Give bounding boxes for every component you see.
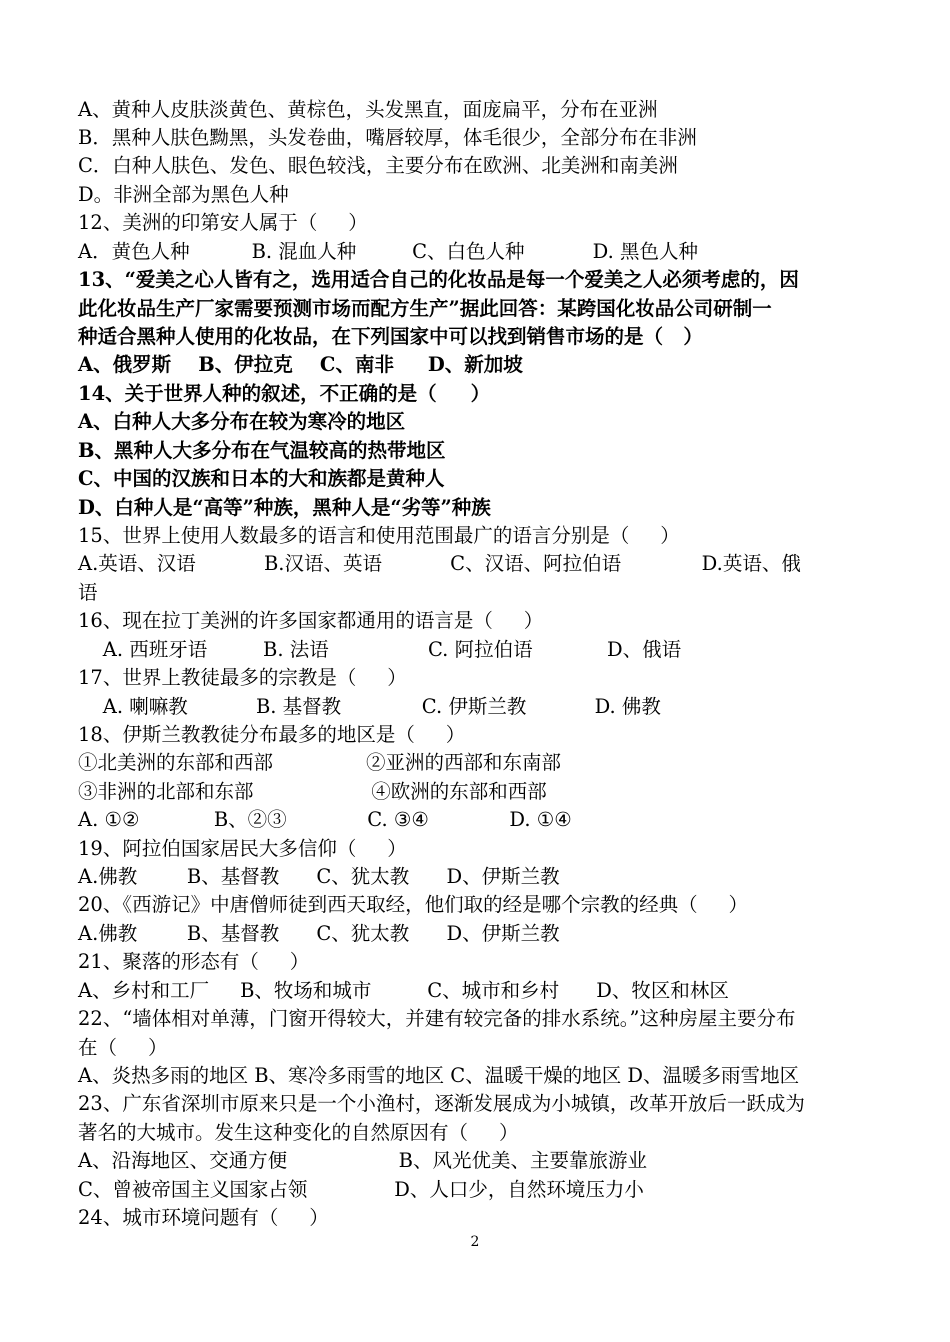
question-15: 15、世界上使用人数最多的语言和使用范围最广的语言分别是（ ） [78, 524, 680, 547]
text-line: C．白种人肤色、发色、眼色较浅，主要分布在欧洲、北美洲和南美洲 [78, 154, 678, 177]
text-line: A、黄种人皮肤淡黄色、黄棕色，头发黑直，面庞扁平，分布在亚洲 [78, 98, 658, 121]
question-22-line-1: 22、“墙体相对单薄，门窗开得较大，并建有较完备的排水系统。”这种房屋主要分布 [78, 1007, 796, 1030]
options-15-wrap: 语 [78, 581, 98, 604]
question-13-line-3: 种适合黑种人使用的化妆品，在下列国家中可以找到销售市场的是（ ） [78, 325, 703, 348]
options-16: A. 西班牙语 B. 法语 C. 阿拉伯语 D、俄语 [78, 638, 682, 661]
option-14-a: A、白种人大多分布在较为寒冷的地区 [78, 410, 406, 433]
option-14-c: C、中国的汉族和日本的大和族都是黄种人 [78, 467, 445, 490]
options-13: A、俄罗斯 B、伊拉克 C、南非 D、新加坡 [78, 353, 523, 376]
question-17: 17、世界上教徒最多的宗教是（ ） [78, 666, 407, 689]
page-number: 2 [470, 1234, 480, 1250]
question-19: 19、阿拉伯国家居民大多信仰（ ） [78, 837, 407, 860]
question-22-line-2: 在（ ） [78, 1036, 168, 1059]
options-18: A. ①② B、②③ C. ③④ D. ①④ [78, 808, 572, 831]
option-14-d: D、白种人是“高等”种族，黑种人是“劣等”种族 [78, 496, 491, 519]
options-15: A.英语、汉语 B.汉语、英语 C、汉语、阿拉伯语 D.英语、俄 [78, 552, 801, 575]
option-14-b: B、黑种人大多分布在气温较高的热带地区 [78, 439, 446, 462]
options-17: A. 喇嘛教 B. 基督教 C. 伊斯兰教 D. 佛教 [78, 695, 661, 718]
question-13-line-1: 13、“爱美之心人皆有之，选用适合自己的化妆品是每一个爱美之人必须考虑的，因 [78, 268, 799, 291]
options-22: A、炎热多雨的地区 B、寒冷多雨雪的地区 C、温暖干燥的地区 D、温暖多雨雪地区 [78, 1064, 800, 1087]
options-19: A.佛教 B、基督教 C、犹太教 D、伊斯兰教 [78, 865, 560, 888]
question-23-line-1: 23、广东省深圳市原来只是一个小渔村，逐渐发展成为小城镇，改革开放后一跃成为 [78, 1092, 805, 1115]
question-23-line-2: 著名的大城市。发生这种变化的自然原因有（ ） [78, 1121, 519, 1144]
text-line: D。非洲全部为黑色人种 [78, 183, 289, 206]
options-20: A.佛教 B、基督教 C、犹太教 D、伊斯兰教 [78, 922, 560, 945]
options-21: A、乡村和工厂 B、牧场和城市 C、城市和乡村 D、牧区和林区 [78, 979, 729, 1002]
options-12: A．黄色人种 B. 混血人种 C、白色人种 D. 黑色人种 [78, 240, 699, 263]
question-13-line-2: 此化妆品生产厂家需要预测市场而配方生产”据此回答：某跨国化妆品公司研制一 [78, 297, 772, 320]
text-line: B．黑种人肤色黝黑，头发卷曲，嘴唇较厚，体毛很少，全部分布在非洲 [78, 126, 697, 149]
question-16: 16、现在拉丁美洲的许多国家都通用的语言是（ ） [78, 609, 544, 632]
question-18: 18、伊斯兰教教徒分布最多的地区是（ ） [78, 723, 466, 746]
options-23-ab: A、沿海地区、交通方便 B、风光优美、主要靠旅游业 [78, 1149, 647, 1172]
statements-18-b: ③非洲的北部和东部 ④欧洲的东部和西部 [78, 780, 547, 803]
options-23-cd: C、曾被帝国主义国家占领 D、人口少，自然环境压力小 [78, 1178, 644, 1201]
statements-18-a: ①北美洲的东部和西部 ②亚洲的西部和东南部 [78, 751, 561, 774]
question-21: 21、聚落的形态有（ ） [78, 950, 310, 973]
question-12: 12、美洲的印第安人属于（ ） [78, 211, 368, 234]
question-24: 24、城市环境问题有（ ） [78, 1206, 329, 1229]
question-14: 14、关于世界人种的叙述，不正确的是（ ） [78, 382, 491, 405]
question-20: 20、《西游记》中唐僧师徒到西天取经，他们取的经是哪个宗教的经典（ ） [78, 893, 749, 916]
